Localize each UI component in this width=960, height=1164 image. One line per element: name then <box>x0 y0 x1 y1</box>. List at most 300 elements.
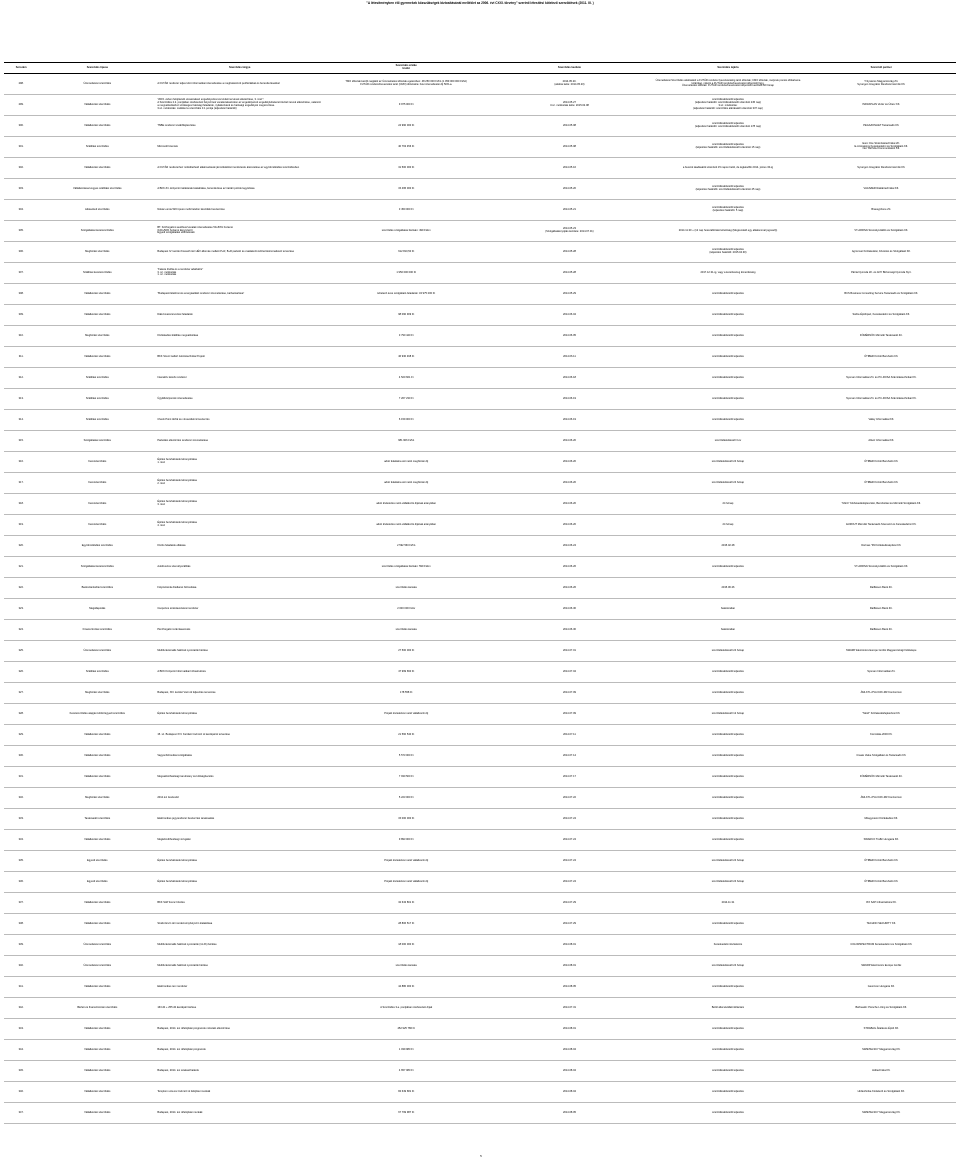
cell-type: Vállalkozási szerződés <box>38 746 156 767</box>
cell-subject: Építési beruházások lebonyolítása 4. rész <box>156 515 323 536</box>
cell-subject: Multifunkcionális hálózati nyomtatók bérlése <box>156 956 323 977</box>
cell-subject: Építési beruházások lebonyolítása 3. rész <box>156 494 323 515</box>
cell-value: szerződés kamata <box>323 620 490 641</box>
table-row <box>4 1061 956 1082</box>
cell-partner: BCS Business Consulting Service Tanácsadó és Szolgáltató Kft. <box>807 284 957 305</box>
cell-end: szerződéskötéstől teljesítés <box>649 809 806 830</box>
cell-value: 2 592 560 Ft/hó <box>323 536 490 557</box>
cell-value: 4 520 661 Ft <box>323 368 490 389</box>
cell-type: Vállalkozási szerződés <box>38 914 156 935</box>
cell-subject: Budapest IV. kerület Kossuth téri HÉV állomás melletti P+R, B+R parkoló és csatlakozó közterület/vonatkozó tervezése <box>156 242 323 263</box>
cell-end: 24 hónap <box>649 494 806 515</box>
cell-value: 15 000 000 Ft <box>323 809 490 830</box>
cell-end: szerződéskötéstől teljesítés <box>649 1040 806 1061</box>
table-row <box>4 284 956 305</box>
cell-num: 327. <box>4 683 38 704</box>
cell-value: 67 799 987 Ft <box>323 1103 490 1124</box>
cell-start: 2014.07.09 <box>490 683 650 704</box>
cell-partner: SWIETELSKY Magyarország Kft. <box>807 1103 957 1124</box>
cell-end: 2015.02.28 <box>649 536 806 557</box>
cell-partner: ÁMI-KTL-PVLOCIK-RR Konzorcium <box>807 683 957 704</box>
cell-num: 307. <box>4 263 38 284</box>
cell-num: 302. <box>4 158 38 179</box>
cell-value: 24 990 000 Ft <box>323 116 490 137</box>
cell-num: 303. <box>4 179 38 200</box>
header-type: Szerződés típusa <box>38 63 156 74</box>
cell-start: 2014.07.29 <box>490 893 650 914</box>
cell-value: szerződés szolgáltatás bázisán: 599 Ft/km <box>323 557 490 578</box>
cell-start: 2014.07.24 <box>490 851 650 872</box>
cell-partner: Synergon Integrátor Rendszermérnök Kft. <box>807 158 957 179</box>
cell-num: 304. <box>4 200 38 221</box>
cell-subject: Megvalósíthatósági tanulmány és költségbecslés <box>156 767 323 788</box>
cell-value: A Szerződés 3.a. pontjában részletezett díjak <box>323 998 490 1019</box>
cell-type: Szolgáltatási szerződés <box>38 431 156 452</box>
cell-start: 2014.05.20 <box>490 179 650 200</box>
cell-type: Vállalkozási szerződés <box>38 767 156 788</box>
cell-end: Bérlő által elvállalt időtartam <box>649 998 806 1019</box>
cell-num: 313. <box>4 389 38 410</box>
cell-num: 320. <box>4 536 38 557</box>
cell-start: 2014.06.05 <box>490 326 650 347</box>
table-row <box>4 830 956 851</box>
cell-subject: "Fekete Zsófia és a rendszer adatbázis" 3. sz. módosítás 1. sz. módosítás <box>156 263 323 284</box>
cell-value: 31 500 000 Ft <box>323 158 490 179</box>
cell-partner: SWARP Electronics Europe GmbH Magyarországi Fióktelepe <box>807 641 957 662</box>
cell-end: szerződéskötéstől 12 hónap <box>649 704 806 725</box>
cell-value: adott feladatra eső nettó megbízási díj <box>323 452 490 473</box>
cell-num: 336. <box>4 872 38 893</box>
cell-end: szerződéskötéstől teljesítés <box>649 389 806 410</box>
table-row <box>4 494 956 515</box>
table-row <box>4 158 956 179</box>
table-row <box>4 74 956 95</box>
cell-value: 98 090 909 Ft <box>323 305 490 326</box>
cell-value: 5 223 000 Ft <box>323 788 490 809</box>
cell-subject: Közlekedési kiállítás megvalósítása <box>156 326 323 347</box>
cell-subject: Microsoft licencek <box>156 137 323 158</box>
cell-subject: Építési beruházások lebonyolítása 1. rész <box>156 452 323 473</box>
cell-start: 2014.05.16 <box>490 158 650 179</box>
cell-type: Egyedi szerződés <box>38 872 156 893</box>
cell-start: 2014.08.04 <box>490 1082 650 1103</box>
cell-partner: Sysman Informatikai Zrt. <box>807 662 957 683</box>
cell-value: szerződés kamata <box>323 956 490 977</box>
cell-end: szerződéskötéstől teljesítés <box>649 830 806 851</box>
table-row <box>4 620 956 641</box>
cell-start: 2014.05.28 <box>490 242 650 263</box>
cell-start: 2014.05.21 <box>490 200 650 221</box>
cell-value: 32 643 801 Ft <box>323 893 490 914</box>
cell-type: Szállítási keretszerződés <box>38 263 156 284</box>
table-row <box>4 368 956 389</box>
cell-partner: ÚTIBER Közúti Beruházó Kft. <box>807 347 957 368</box>
cell-partner: Raiffeisen Bank Zrt. <box>807 599 957 620</box>
table-row <box>4 1082 956 1103</box>
cell-type: Megbízási szerződés <box>38 683 156 704</box>
cell-end: 24 hónap <box>649 515 806 536</box>
cell-partner: Hídtechnika Kft. <box>807 1061 957 1082</box>
cell-partner: INFRAPLAN Vezér és Útterv Kft. <box>807 95 957 116</box>
cell-value: 3 790 440 Ft <box>323 326 490 347</box>
cell-subject: Nokia Lumia 520 típusú mobil telefon készülék beszerzése <box>156 200 323 221</box>
cell-start: 2014.06.24 <box>490 536 650 557</box>
cell-partner: ÚTIBER Közúti Beruházó Kft. <box>807 851 957 872</box>
cell-partner: Kormidás-2003 Kft. <box>807 725 957 746</box>
cell-subject: "Budapesti Elektromos energiaellátó rendszer üzemeltetése, karbantartása" <box>156 284 323 305</box>
cell-end: szerződéskötéstől teljesítés (teljesítési határidő: szerződéskötéstől számított 15 nap) <box>649 137 806 158</box>
cell-num: 326. <box>4 662 38 683</box>
cell-start: 2014.07.17 <box>490 767 650 788</box>
table-body <box>4 74 956 1124</box>
cell-num: 323. <box>4 599 38 620</box>
cell-value: szerződés kamata <box>323 578 490 599</box>
cell-num: 298. <box>4 74 38 95</box>
cell-type: Vállalkozási szerződés <box>38 347 156 368</box>
cell-partner: Agromvet Közlekedési, Fővárosi és Szolgáltató Kft. <box>807 242 957 263</box>
cell-num: 345. <box>4 1061 38 1082</box>
cell-partner: ÚTIBER Közúti Beruházó Kft. <box>807 452 957 473</box>
cell-value: szerződés szolgáltatás bázisán: 499 Ft/km <box>323 221 490 242</box>
cell-value: kötelező éves szolgáltató feladatok: 34 975 200 Ft <box>323 284 490 305</box>
cell-end: szerződéskötéstől 24 hónap <box>649 851 806 872</box>
cell-type: Vállalkozási szerződés <box>38 158 156 179</box>
header-num: Sorszám <box>4 63 38 74</box>
cell-type: Megbízási szerződés <box>38 242 156 263</box>
cell-num: 301. <box>4 137 38 158</box>
cell-num: 347. <box>4 1103 38 1124</box>
table-row <box>4 641 956 662</box>
cell-partner: Allsoz Informatikai Kft. <box>807 431 957 452</box>
cell-end: határozatlan <box>649 599 806 620</box>
cell-partner: Create Value Szolgáltató és Tanácsadó Kft. <box>807 746 957 767</box>
cell-type: Üzemeltetési szerződés <box>38 935 156 956</box>
cell-end: szerződéskötéstől teljesítés (teljesítési határidő: szerződéskötéstől számított 178 nap) <box>649 116 806 137</box>
table-row <box>4 704 956 725</box>
cell-end: 2017.12.31-ig, vagy a keretösszeg kimerüléséig <box>649 263 806 284</box>
cell-num: 337. <box>4 893 38 914</box>
cell-subject: Budapest, 2014. évi útfelújítási munkák <box>156 1103 323 1124</box>
cell-end: 2014.11.31 <box>649 893 806 914</box>
cell-start: 2014.06.11 <box>490 347 650 368</box>
cell-partner: Brassyphone Zrt. <box>807 200 957 221</box>
table-row <box>4 1040 956 1061</box>
table-row <box>4 977 956 998</box>
table-row <box>4 662 956 683</box>
cell-partner: Raiffeisen Bank Zrt. <box>807 578 957 599</box>
cell-subject: A BKK Zrt. központi irattárának kialakítása, berendezése az irattári polcok legyártása <box>156 179 323 200</box>
cell-num: 335. <box>4 851 38 872</box>
cell-partner: STRABAG Általános Építő Kft. <box>807 1019 957 1040</box>
cell-end: szerződéskötéstől 24 hónap <box>649 452 806 473</box>
cell-value: 28 806 517 Ft <box>323 914 490 935</box>
table-row <box>4 788 956 809</box>
cell-num: 317. <box>4 473 38 494</box>
cell-value: Projekt kivitelezési nettó vállalkozói díj <box>323 851 490 872</box>
cell-type: Vállalkozási szerződés <box>38 284 156 305</box>
cell-start: 2014.07.04 <box>490 662 650 683</box>
cell-end: szerződéskötéstől teljesítés <box>649 1061 806 1082</box>
cell-end: szerződéskötéstől teljesítés <box>649 347 806 368</box>
cell-value: 178 558 Ft <box>323 683 490 704</box>
cell-start: 2014.06.20 <box>490 494 650 515</box>
cell-start: 2014.05.23 (Szolgáltatásnyújtás kezdete: 2014.07.01) <box>490 221 650 242</box>
cell-subject: Budapest, 2014. évi útfelújítási programok <box>156 1040 323 1061</box>
cell-value: 47 999 660 Ft <box>323 662 490 683</box>
cell-value: 5 573 000 Ft <box>323 746 490 767</box>
cell-value: adott feladatra eső nettó megbízási díj <box>323 473 490 494</box>
cell-type: Szolgáltatási keretszerződés <box>38 221 156 242</box>
cell-subject: Építési beruházások lebonyolítása 2. rész <box>156 473 323 494</box>
cell-end: szerződéskötéstől teljesítés <box>649 1019 806 1040</box>
table-row <box>4 221 956 242</box>
cell-end: szerződéskötéstől teljesítés <box>649 683 806 704</box>
cell-num: 319. <box>4 515 38 536</box>
cell-end: szerződéskötéstől 3 év <box>649 431 806 452</box>
cell-end: szerződéskötéstől teljesítés <box>649 326 806 347</box>
cell-start: 2014.08.04 <box>490 1040 650 1061</box>
cell-value: 2 000 000 Ft/év <box>323 599 490 620</box>
table-row <box>4 137 956 158</box>
cell-partner: TECHNO SECURITY Kft. <box>807 914 957 935</box>
cell-partner: VT-ARRIVA Személyszállító és Szolgáltató Kft. <box>807 221 957 242</box>
cell-start: 2014.05.27 3.sz. módosítás kelte: 2015.02.08 <box>490 95 650 116</box>
cell-type: Bankszámlahitel szerződés <box>38 578 156 599</box>
table-row <box>4 452 956 473</box>
cell-partner: ÚTIBER Közúti Beruházó Kft. <box>807 872 957 893</box>
cell-start: 2014.08.01 <box>490 1019 650 1040</box>
cell-end: szerződéskötéstől teljesítés <box>649 410 806 431</box>
cell-start: 2014.06.19 <box>490 389 650 410</box>
cell-subject: Építési beruházások lebonyolítása <box>156 704 323 725</box>
cell-subject: "2015. évben felújítandó utcaszakasz engedélyezési és kiviteli tervének elkészítése, 3. rész": A Szerződés 2.2. pontjában részletezett helyszínek vonalszakaszokon az engedélyezett engedélykötelezett kiviteli tervek elkészítése, valamint a megvalósításhoz szükséges hatósági feladatok, nyilatkozatok és hatósági engedélyek megszerzése. 3.sz. módosítás: mellékel a szerződés 3.1 pontja (teljesítési határidő) <box>156 95 323 116</box>
cell-type: Vállalkozási szerződés <box>38 305 156 326</box>
cell-partner: IXX SAP Infrastruktúra Kft. <box>807 893 957 914</box>
table-row <box>4 893 956 914</box>
cell-start: 2014.08.04 <box>490 1061 650 1082</box>
cell-end: szerződéskötéstől teljesítés <box>649 977 806 998</box>
cell-value: 3 450 000 Ft <box>323 200 490 221</box>
cell-type: Együttműködési szerződés <box>38 536 156 557</box>
cell-subject: Folyószámla-hitelkeret biztosítása <box>156 578 323 599</box>
table-row <box>4 578 956 599</box>
table-row <box>4 998 956 1019</box>
cell-type: Egyedi szerződés <box>38 851 156 872</box>
cell-subject: 163 db + 255 db kerékpár bérlése <box>156 998 323 1019</box>
contracts-table <box>4 62 956 1124</box>
cell-value: 6 159 000 Ft <box>323 410 490 431</box>
cell-num: 341. <box>4 977 38 998</box>
cell-type: Finanszírozási szerződés <box>38 620 156 641</box>
cell-value: 681 906 Ft/hó <box>323 431 490 452</box>
cell-start: 2014.06.20 <box>490 452 650 473</box>
cell-num: 340. <box>4 956 38 977</box>
cell-subject: Elektronikus terv rendszer <box>156 977 323 998</box>
cell-end: szerződéskötéstől 24 hónap <box>649 641 806 662</box>
cell-partner: SWARP Electronics Europe GmbH <box>807 956 957 977</box>
cell-type: Megbízási szerződés <box>38 326 156 347</box>
cell-num: 332. <box>4 788 38 809</box>
cell-subject: Elektronikus jegyrendszer beszerzési tanácsadás <box>156 809 323 830</box>
cell-partner: Geonixon Hungaria Kft. <box>807 977 957 998</box>
cell-subject: Ügyfélközpontok üzemeltetése <box>156 389 323 410</box>
cell-start: 2014.07.24 <box>490 809 650 830</box>
cell-end: szerződéskötéstől 24 hónap <box>649 872 806 893</box>
cell-start: 2014.06.30 <box>490 620 650 641</box>
cell-num: 343. <box>4 1019 38 1040</box>
cell-value: adott kivitelezés nettó vállalkozói díjának arányában <box>323 494 490 515</box>
cell-subject: BT. Közforgalmú autóbuszvonalak üzemeltetése 50+50% hozamú (100+50% hozamú kényszerű) Egyedi szolgáltatási előfizetések <box>156 221 323 242</box>
cell-end: szerződéskötéstől teljesítés <box>649 284 806 305</box>
cell-subject: 15. sz. Budapest XVI. Kerületi Csömöri út kerékpárút tervezése <box>156 725 323 746</box>
cell-subject: Budapest, 2014. évi útfelújítási programok műszaki ellenőrzése <box>156 1019 323 1040</box>
cell-value: 1 039 980 Ft <box>323 1040 490 1061</box>
cell-subject: Check Point tűzfal és vírusvédelmi beszerzés <box>156 410 323 431</box>
cell-value: 27 500 000 Ft <box>323 641 490 662</box>
table-row <box>4 347 956 368</box>
cell-end: szerződéskötéstől teljesítés <box>649 557 806 578</box>
table-row <box>4 599 956 620</box>
cell-num: 299. <box>4 95 38 116</box>
cell-value: 7 930 500 Ft <box>323 767 490 788</box>
cell-value: 15 495 000 Ft <box>323 179 490 200</box>
cell-num: 331. <box>4 767 38 788</box>
cell-partner: Műegyetemi Közlekedési Kft. <box>807 809 957 830</box>
cell-num: 324. <box>4 620 38 641</box>
table-row <box>4 767 956 788</box>
cell-start: 2014.06.30 <box>490 599 650 620</box>
cell-type: Vállalkozási szerződés <box>38 95 156 116</box>
cell-num: 321. <box>4 557 38 578</box>
cell-type: Vállalkozási szerződés <box>38 977 156 998</box>
cell-value: 612 810,50 Ft <box>323 242 490 263</box>
cell-partner: Pátria Nyomda Zrt. és ANY Biztonsági Nyomda Nyrt. <box>807 263 957 284</box>
cell-value: Projekt kivitelezési nettó vállalkozói díj <box>323 872 490 893</box>
cell-start: 2014.08.05 <box>490 977 650 998</box>
cell-value: 84 649 681 Ft <box>323 1082 490 1103</box>
cell-start: 2014.05.08 <box>490 137 650 158</box>
cell-num: 315. <box>4 431 38 452</box>
table-header-row <box>4 63 956 74</box>
cell-type: Vállalkozási szerződés <box>38 1040 156 1061</box>
cell-start: 2014.06.26 <box>490 578 650 599</box>
cell-type: Vállalkozással vegyes szállítási szerződés <box>38 179 156 200</box>
cell-num: 310. <box>4 326 38 347</box>
cell-num: 333. <box>4 809 38 830</box>
cell-end: szerződéskötéstől teljesítés <box>649 788 806 809</box>
cell-end: szerződéskötéstől teljesítés <box>649 1103 806 1124</box>
cell-type: Szállítási szerződés <box>38 137 156 158</box>
cell-subject: Multifunkcionális hálózati nyomtatók (11 db) bérlése <box>156 935 323 956</box>
cell-start: 2014.06.18 <box>490 368 650 389</box>
cell-end: 2015.06.26 <box>649 578 806 599</box>
cell-value: 1 950 000 000 Ft <box>323 263 490 284</box>
cell-partner: "Mérő" Közlekedésfejlesztési, Beruházási és Mérnöki Szolgáltató Kft. <box>807 494 957 515</box>
cell-partner: VT-ARRIVA Személyszállító és Szolgáltató Kft. <box>807 557 957 578</box>
cell-subject: TSBE rendszer továbbfejlesztése <box>156 116 323 137</box>
table-row <box>4 851 956 872</box>
cell-end: szerződéskötéstől teljesítés (teljesítési határidő: 2015.04.30) <box>649 242 806 263</box>
table-row <box>4 242 956 263</box>
cell-partner: FŐMÉRNÖK Mérnöki Tanácsadó Zrt. <box>807 767 957 788</box>
cell-partner: SWIETELSKY Magyarország Kft. <box>807 1040 957 1061</box>
cell-end: Üzemeltetési Szerződés aláírásától a FUTÁR rendszer bevezetésétig tartó időszak; CMO időszak, melynek pontos időtartama kizárólag, miként a FUTÁR rendszerbevezetési időponttól függ. Üzemeltetési időszak: FUTÁR rendszerbevezetési időponttól kezdődő 60 hónap <box>649 74 806 95</box>
table-row <box>4 914 956 935</box>
cell-num: 300. <box>4 116 38 137</box>
cell-partner: Sárba Építőipari, Kereskedelmi és Szolgáltató Kft. <box>807 305 957 326</box>
cell-type: Vállalkozási szerződés <box>38 1019 156 1040</box>
cell-type: Keretszerződés <box>38 473 156 494</box>
cell-partner: ÁMI-KTL-PVLOCIK-RR Konzorcium <box>807 788 957 809</box>
cell-partner: SWARCO Traffic Hungaria Kft. <box>807 830 957 851</box>
cell-num: 309. <box>4 305 38 326</box>
cell-subject: BKK Szent Gellért Jelzéstechnika Projekt <box>156 347 323 368</box>
cell-subject: Budapest, 2014. évi szakaszhatárok <box>156 1061 323 1082</box>
cell-subject: Diák-fuvarszervezési feladatok <box>156 305 323 326</box>
cell-num: 338. <box>4 914 38 935</box>
cell-num: 312. <box>4 368 38 389</box>
cell-end: szerződéskötéstől 24 hónap <box>649 956 806 977</box>
cell-type: Üzemeltetési szerződés <box>38 956 156 977</box>
cell-num: 308. <box>4 284 38 305</box>
cell-num: 334. <box>4 830 38 851</box>
cell-num: 314. <box>4 410 38 431</box>
cell-start: 2014.07.24 <box>490 830 650 851</box>
cell-start: 2014.06.04 <box>490 305 650 326</box>
cell-num: 316. <box>4 452 38 473</box>
table-row <box>4 431 956 452</box>
cell-partner: Dorinas "99 Közlekedésépítési Kft. <box>807 536 957 557</box>
cell-subject: Vagyonbiztosítási szolgáltatás <box>156 746 323 767</box>
cell-subject: 2012 évi összesítő <box>156 788 323 809</box>
cell-subject: A FUTÁR rendszer teljes körű informatikai üzemeltetése a meghatározott perifériákkal és berendezésekkel <box>156 74 323 95</box>
table-row <box>4 956 956 977</box>
table-row <box>4 305 956 326</box>
cell-value: 46 930 468 Ft <box>323 347 490 368</box>
cell-start: 2014.08.05 <box>490 1103 650 1124</box>
table-row <box>4 389 956 410</box>
cell-end: szerződéskötéstől teljesítés (teljesítési határidő: szerződéskötéstől számított 45 nap) <box>649 179 806 200</box>
cell-type: Tanácsadói szerződés <box>38 809 156 830</box>
cell-start: 2014.07.11 <box>490 725 650 746</box>
cell-partner: Euro One Számítástechnikai Zrt. E-Animations Kereskedelmi és Szolgáltató Kft. Net TAKSAH Kommunikáció Kft. <box>807 137 957 158</box>
cell-type: Keretszerződés alapján kötött Egyedi szerződés <box>38 704 156 725</box>
cell-partner: Valley Informatikai Kft. <box>807 410 957 431</box>
cell-partner: FŐMÉRNÖK Mérnöki Tanácsadó Zrt. <box>807 326 957 347</box>
table-row <box>4 515 956 536</box>
cell-type: Szállítási szerződés <box>38 368 156 389</box>
cell-num: 305. <box>4 221 38 242</box>
cell-partner: Sysman Informatikai Zrt. és PC-ROSA Számítástechnikai Kft. <box>807 389 957 410</box>
cell-start: 2014.08.01 <box>490 935 650 956</box>
cell-value: 9 975 000 Ft <box>323 95 490 116</box>
page-number: 5 <box>480 1154 482 1158</box>
table-row <box>4 1103 956 1124</box>
cell-start: 2014.07.01 <box>490 641 650 662</box>
cell-value: Projekt kivitelezési nettó vállalkozói díj <box>323 704 490 725</box>
cell-end: szerződéskötéstől teljesítés <box>649 767 806 788</box>
cell-end: szerződéskötéstől teljesítés <box>649 305 806 326</box>
cell-end: Kereskedelmi kivitelezés <box>649 935 806 956</box>
cell-subject: A BKK Központi Informatikai Infrastruktúra <box>156 662 323 683</box>
table-row <box>4 95 956 116</box>
cell-start: 2014.05.29 <box>490 284 650 305</box>
cell-type: Vállalkozási szerződés <box>38 116 156 137</box>
cell-subject: BKK SAP licenc bővítés <box>156 893 323 914</box>
table-row <box>4 326 956 347</box>
cell-start: 2014.07.14 <box>490 746 650 767</box>
cell-end: szerződéskötéstől teljesítés (teljesítési határidő: szerződéskötéstől számított 245 nap) 3.sz. módosítás: (teljesítési határidő: szerződés aláírásától számított 337 nap) <box>649 95 806 116</box>
